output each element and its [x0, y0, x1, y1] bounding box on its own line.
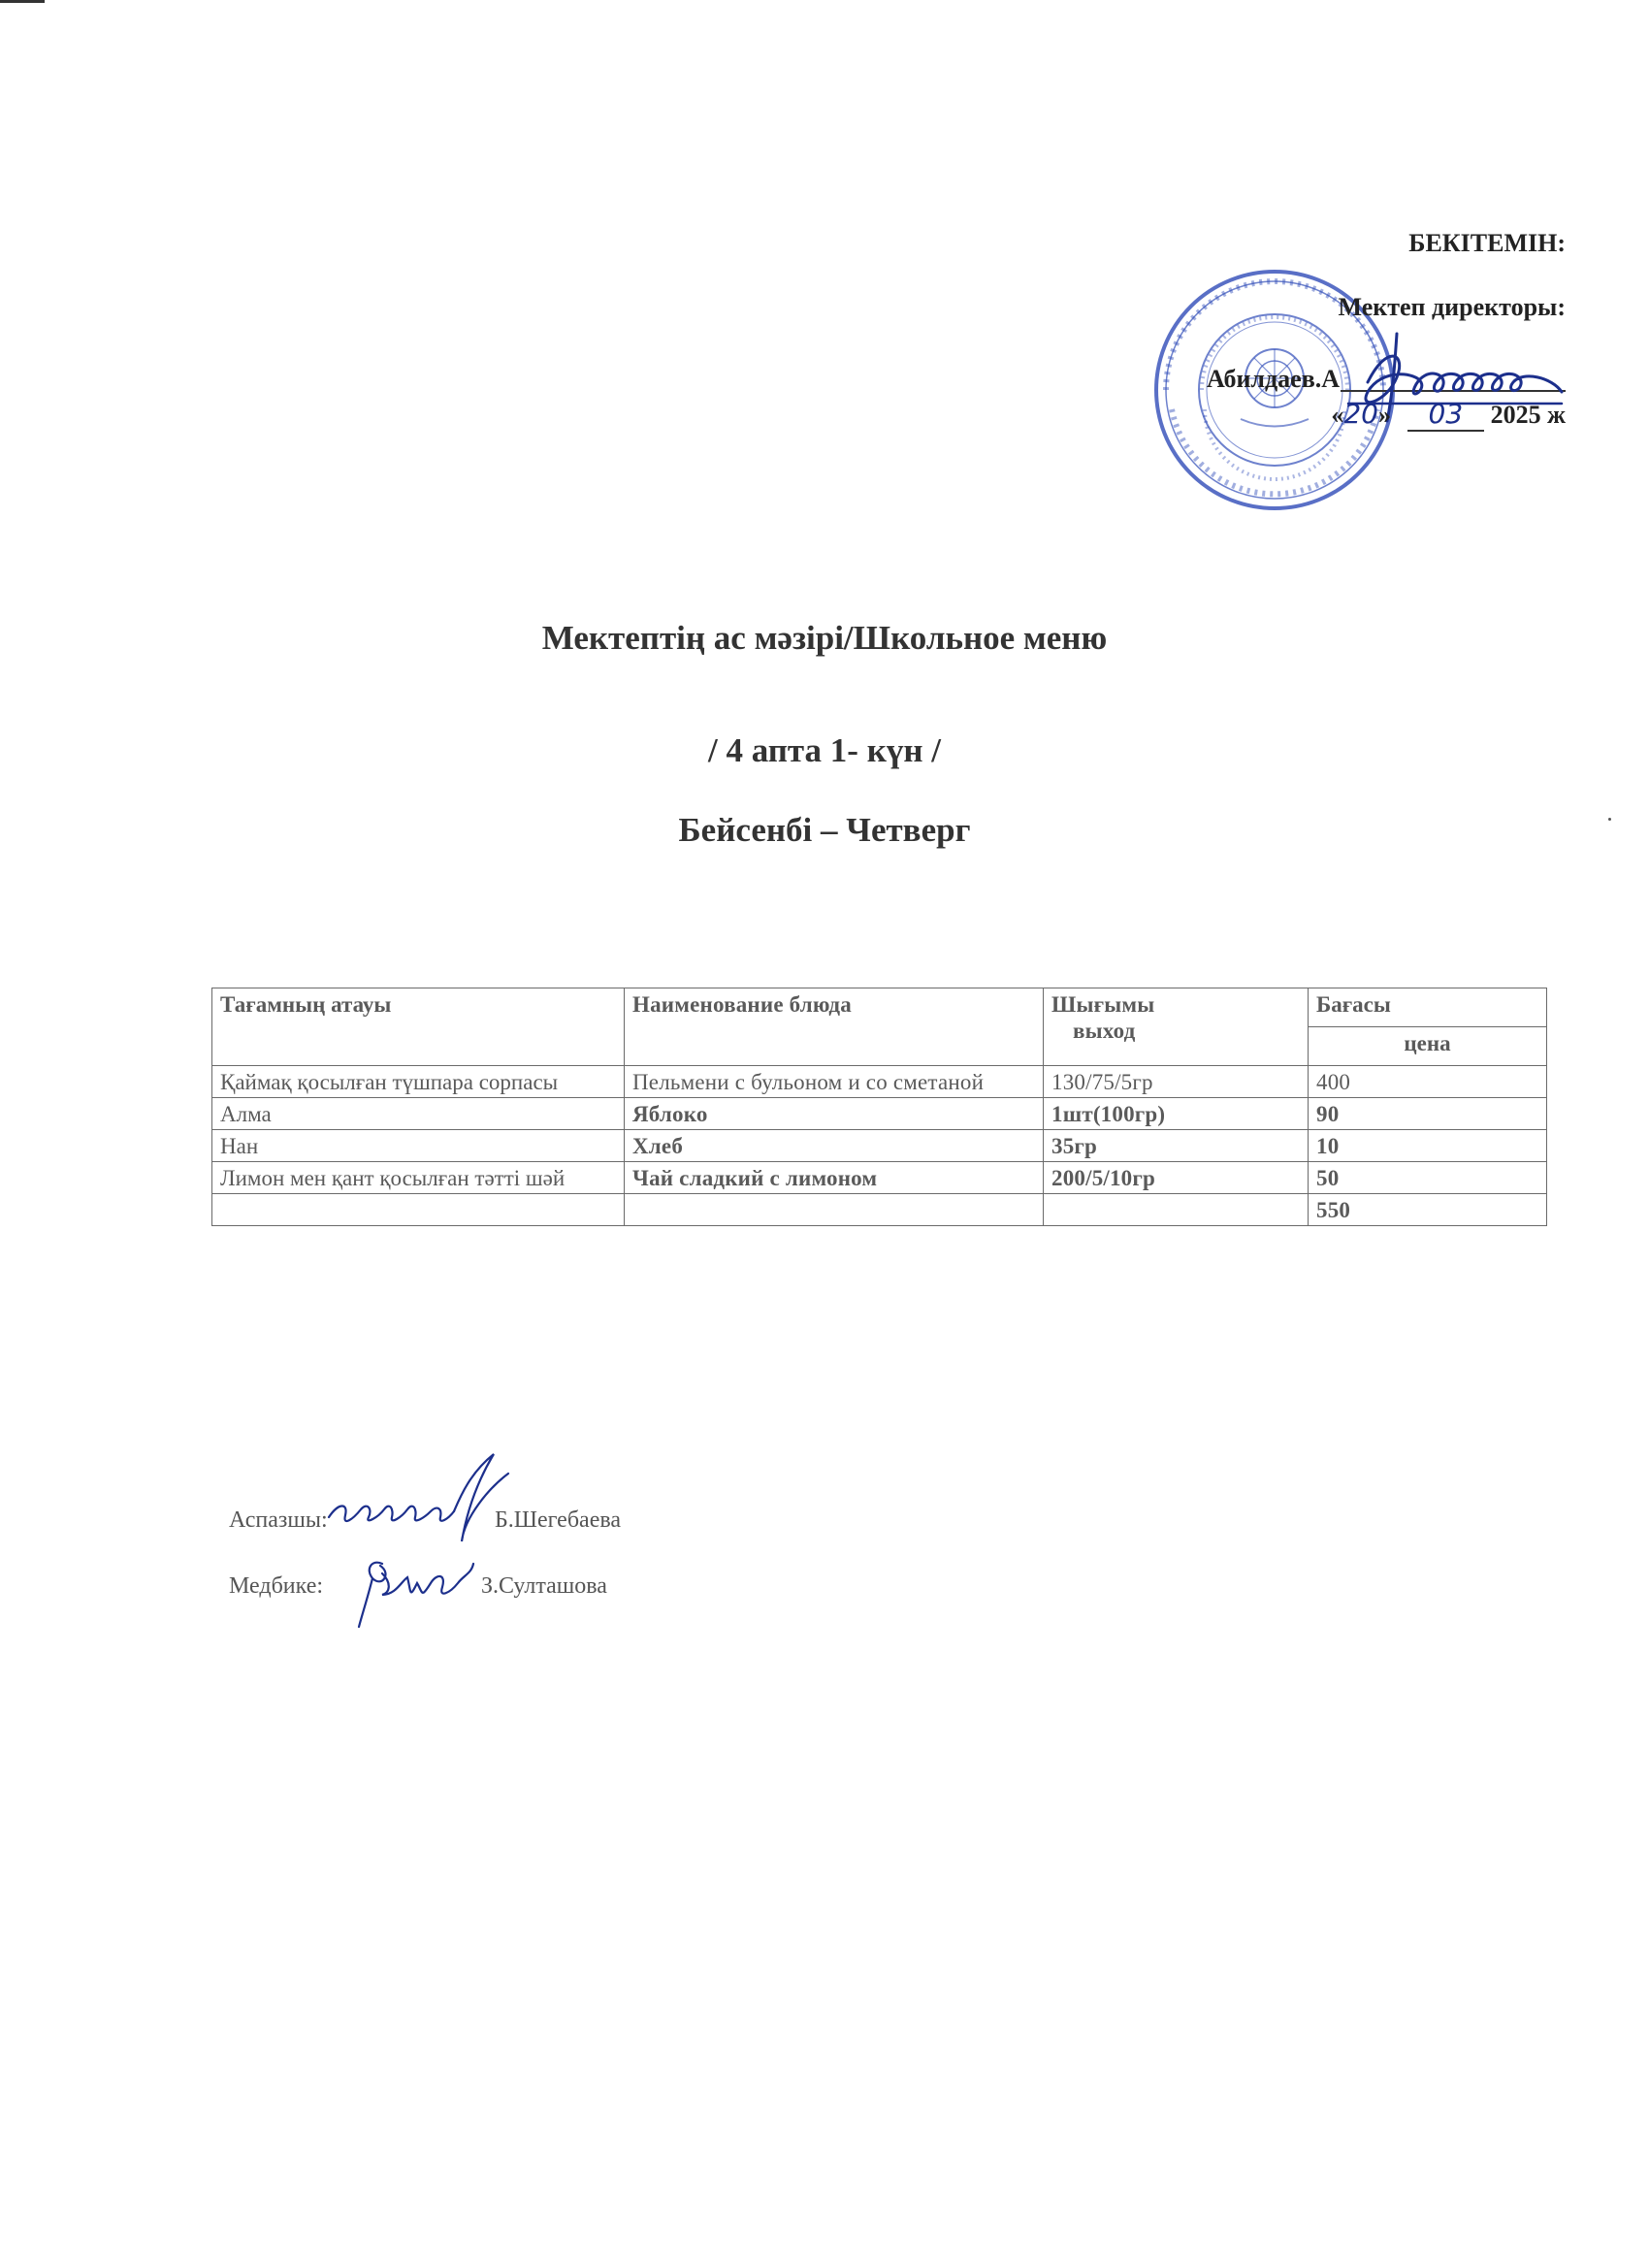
cell-name-kz: Алма: [212, 1098, 625, 1130]
header-output: [1044, 988, 1309, 1066]
stray-dot: [1608, 818, 1611, 821]
header-output-kz: Шығымы: [1051, 992, 1155, 1017]
table-row: [212, 1130, 1547, 1162]
date-quote-close: »: [1378, 401, 1391, 429]
weekday-name: Бейсенбі – Четверг: [678, 811, 971, 849]
cell-output: 200/5/10гр: [1044, 1162, 1309, 1194]
approval-title: БЕКІТЕМІН:: [1408, 229, 1566, 257]
cook-signature-icon: [324, 1449, 518, 1556]
cell-output: 130/75/5гр: [1044, 1066, 1309, 1098]
director-role: Мектеп директоры:: [1338, 293, 1566, 321]
nurse-name: З.Султашова: [481, 1573, 607, 1599]
cook-role: Аспазшы:: [229, 1507, 328, 1533]
director-name: Абилдаев.А: [1207, 365, 1341, 393]
total-empty-cell: [212, 1194, 625, 1226]
approval-date: [1331, 398, 1566, 430]
cook-name: Б.Шегебаева: [495, 1507, 622, 1533]
cell-price: 90: [1309, 1098, 1547, 1130]
total-empty-cell: [1044, 1194, 1309, 1226]
nurse-role: Медбике:: [229, 1573, 324, 1599]
nurse-signature-icon: [353, 1544, 489, 1632]
table-total-row: [212, 1194, 1547, 1226]
date-quote-open: «: [1331, 401, 1344, 429]
total-empty-cell: [625, 1194, 1044, 1226]
header-output-ru: выход: [1073, 1019, 1136, 1043]
table-header-row: [212, 988, 1547, 1027]
cell-price: 50: [1309, 1162, 1547, 1194]
week-day-label: / 4 апта 1- күн /: [707, 731, 941, 769]
approval-block: [1158, 229, 1566, 442]
date-day: 20: [1343, 398, 1378, 430]
cell-name-ru: Яблоко: [625, 1098, 1044, 1130]
cell-name-kz: Қаймақ қосылған түшпара сорпасы: [212, 1066, 625, 1098]
cell-price: 10: [1309, 1130, 1547, 1162]
menu-table: [211, 988, 1547, 1226]
cell-name-kz: Нан: [212, 1130, 625, 1162]
cell-name-ru: Пельмени с бульоном и со сметаной: [625, 1066, 1044, 1098]
table-row: [212, 1066, 1547, 1098]
table-row: [212, 1162, 1547, 1194]
cell-output: 1шт(100гр): [1044, 1098, 1309, 1130]
cell-price: 400: [1309, 1066, 1547, 1098]
cell-name-ru: Чай сладкий с лимоном: [625, 1162, 1044, 1194]
cell-output: 35гр: [1044, 1130, 1309, 1162]
menu-title: Мектептің ас мәзірі/Школьное меню: [541, 619, 1108, 657]
total-price: 550: [1309, 1194, 1547, 1226]
cell-name-ru: Хлеб: [625, 1130, 1044, 1162]
header-price-ru: цена: [1309, 1027, 1547, 1066]
cell-name-kz: Лимон мен қант қосылған тәтті шәй: [212, 1162, 625, 1194]
header-name-ru: Наименование блюда: [625, 988, 1044, 1066]
date-month: 03: [1407, 398, 1485, 432]
date-year: 2025 ж: [1490, 401, 1566, 429]
header-name-kz: Тағамның атауы: [212, 988, 625, 1066]
header-price-kz: Бағасы: [1309, 988, 1547, 1027]
table-row: [212, 1098, 1547, 1130]
scan-edge-mark: [0, 0, 45, 3]
